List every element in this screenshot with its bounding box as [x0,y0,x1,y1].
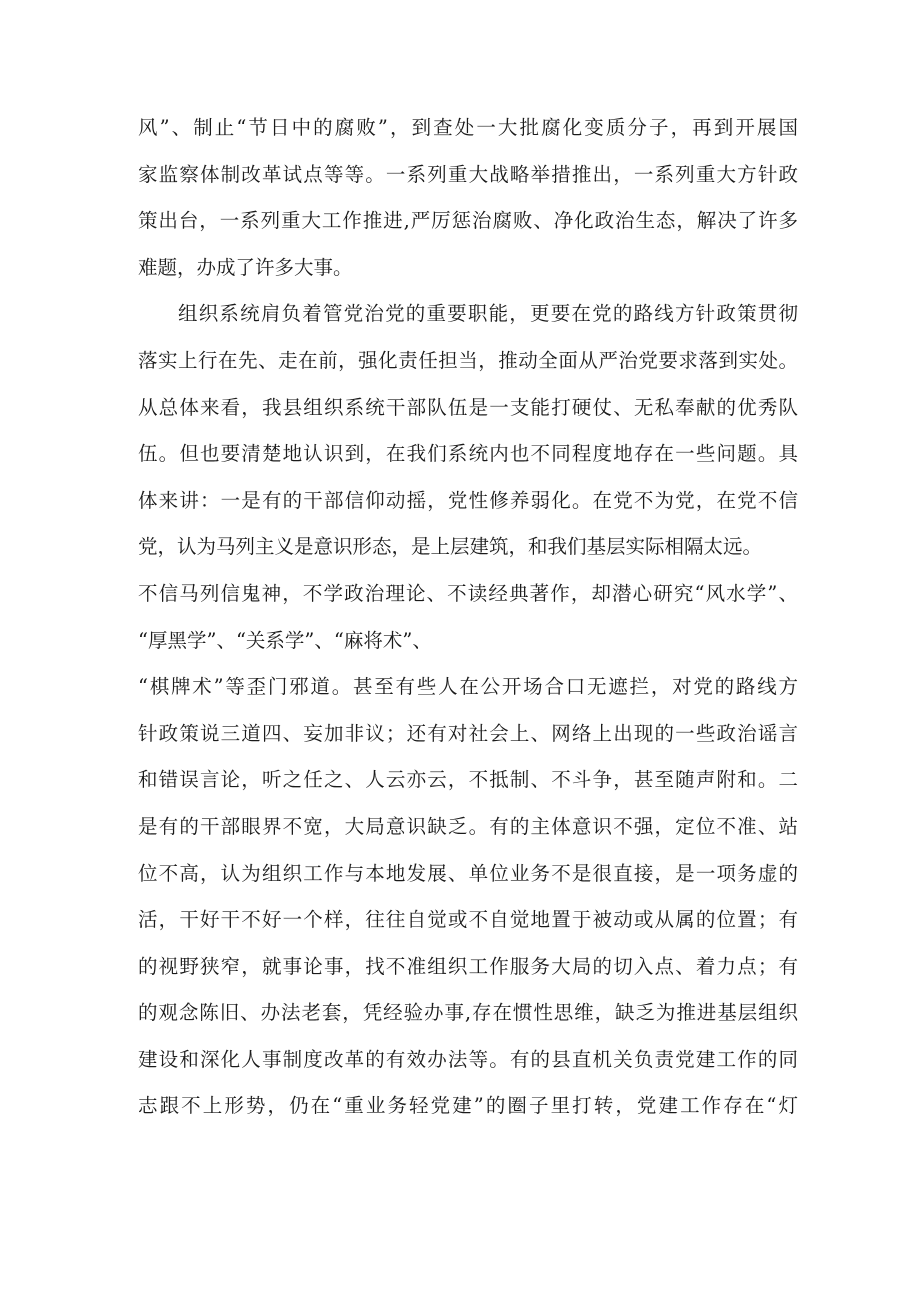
text-line: “棋牌术”等歪门邪道。甚至有些人在公开场合口无遮拦，对党的路线方 [138,675,798,699]
text-line: “厚黑学”、“关系学”、“麻将术”、 [138,628,432,652]
text-line: 体来讲：一是有的干部信仰动摇，党性修养弱化。在党不为党，在党不信 [138,488,798,512]
text-line: 落实上行在先、走在前，强化责任担当，推动全面从严治党要求落到实处。 [138,348,798,372]
text-line: 志跟不上形势，仍在“重业务轻党建”的圈子里打转，党建工作存在“灯 [138,1094,798,1118]
text-line: 位不高，认为组织工作与本地发展、单位业务不是很直接，是一项务虚的 [138,861,798,885]
text-line: 是有的干部眼界不宽，大局意识缺乏。有的主体意识不强，定位不准、站 [138,814,798,838]
text-line: 党，认为马列主义是意识形态，是上层建筑，和我们基层实际相隔太远。 [138,535,763,559]
text-line: 风”、制止“节日中的腐败”，到查处一大批腐化变质分子，再到开展国 [138,116,798,139]
text-line: 建设和深化人事制度改革的有效办法等。有的县直机关负责党建工作的同 [138,1047,798,1071]
document-body [138,105,798,1130]
text-line: 难题，办成了许多大事。 [138,255,353,279]
text-line: 和错误言论，听之任之、人云亦云，不抵制、不斗争，甚至随声附和。二 [138,768,798,792]
text-line: 伍。但也要清楚地认识到，在我们系统内也不同程度地存在一些问题。具 [138,442,798,466]
text-line: 不信马列信鬼神，不学政治理论、不读经典著作，却潜心研究“风水学”、 [138,581,798,605]
text-line: 的视野狭窄，就事论事，找不准组织工作服务大局的切入点、着力点；有 [138,954,798,978]
text-line: 策出台，一系列重大工作推进,严厉惩治腐败、净化政治生态，解决了许多 [138,209,798,233]
text-line: 的观念陈旧、办法老套，凭经验办事,存在惯性思维，缺乏为推进基层组织 [138,1001,798,1025]
text-line: 针政策说三道四、妄加非议；还有对社会上、网络上出现的一些政治谣言 [138,721,798,745]
text-line: 从总体来看，我县组织系统干部队伍是一支能打硬仗、无私奉献的优秀队 [138,395,798,419]
paragraph-first-line: 组织系统肩负着管党治党的重要职能，更要在党的路线方针政策贯彻 [178,302,798,326]
text-line: 家监察体制改革试点等等。一系列重大战略举措推出，一系列重大方针政 [138,162,798,186]
text-line: 活，干好干不好一个样，往往自觉或不自觉地置于被动或从属的位置；有 [138,908,798,932]
